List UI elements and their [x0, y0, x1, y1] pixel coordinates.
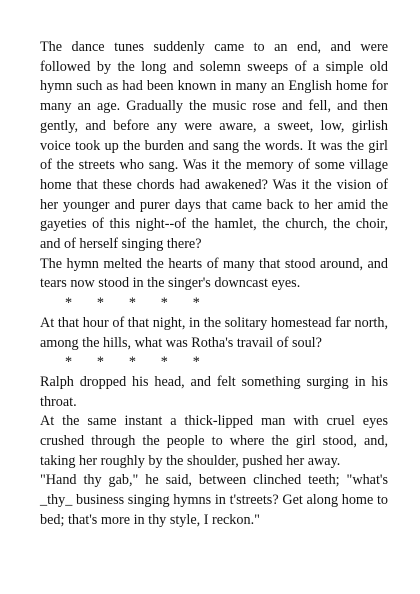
- paragraph-thick-lipped-man: At the same instant a thick-lipped man with cruel eyes crushed through the people to where the girl stood, and, taking her roughly by the shoulder, pushed her away.: [40, 413, 388, 469]
- paragraph-dialogue: "Hand thy gab," he said, between clinched teeth; "what's _thy_ business singing hymns in t'streets? Get along home to bed; that's more in thy style, I reckon.": [40, 472, 388, 528]
- paragraph-music-hymn: The dance tunes suddenly came to an end, and were followed by the long and solemn sweeps of a simple old hymn such as had been known in many an English home for many an age. Gradually the music rose and fell, and then gently, and before any were aware, a sweet, low, girlish voice took up the burden and sang the words. It was the girl of the streets who sang. Was it the memory of some village home that these chords had awakened? Was it the vision of her younger and purer days that came back to her amid the gayeties of this night--of the hamlet, the church, the choir, and of herself singing there?: [40, 39, 388, 253]
- document-page: [40, 38, 388, 531]
- paragraph-hymn-melted: The hymn melted the hearts of many that stood around, and tears now stood in the singer's downcast eyes.: [40, 255, 388, 292]
- paragraph-ralph-head: Ralph dropped his head, and felt something surging in his throat.: [40, 373, 388, 410]
- section-break-asterisks: * * * * *: [65, 295, 200, 312]
- paragraph-rotha-homestead: At that hour of that night, in the solitary homestead far north, among the hills, what was Rotha's travail of soul?: [40, 314, 388, 351]
- section-break-asterisks: * * * * *: [65, 354, 200, 371]
